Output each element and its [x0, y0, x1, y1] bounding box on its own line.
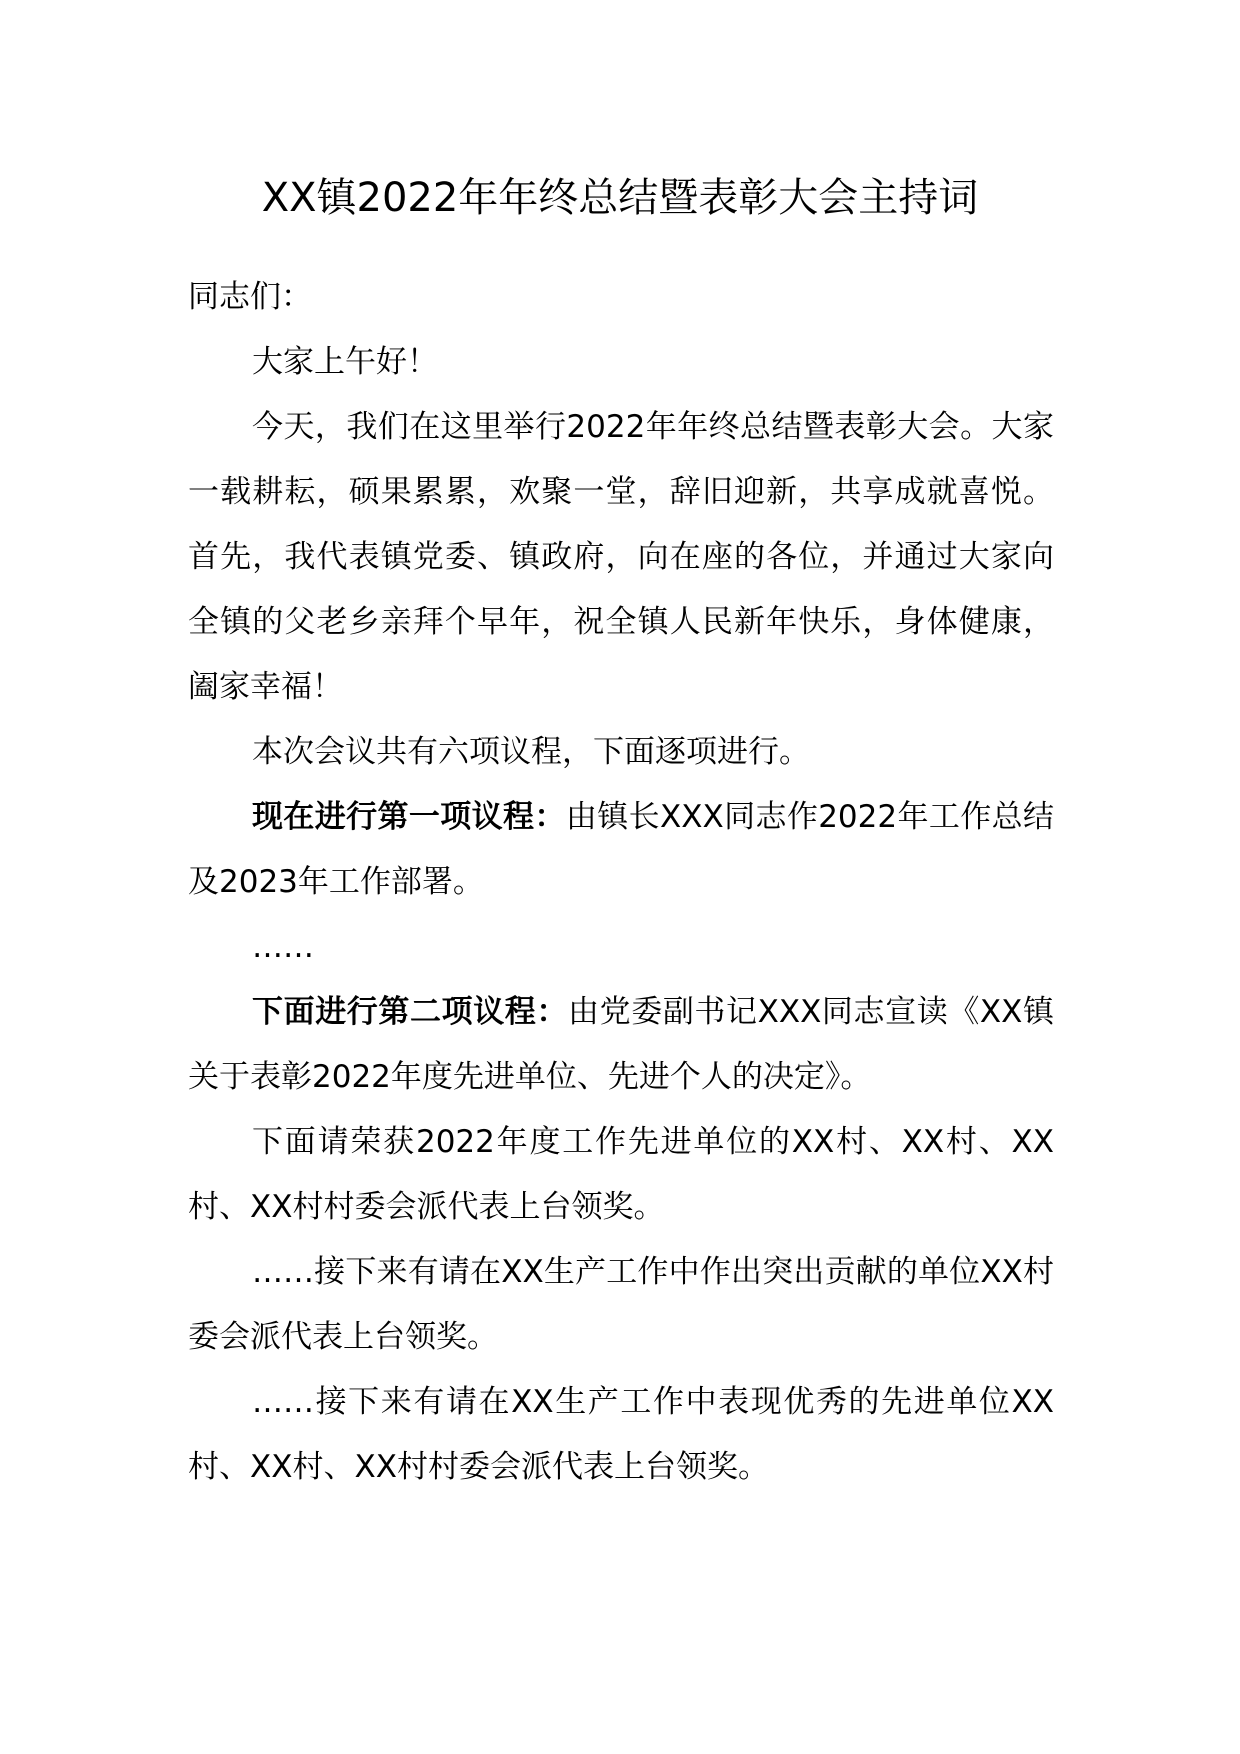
salutation: 同志们： [188, 279, 312, 315]
paragraph-agenda-item-1 [188, 785, 1054, 915]
paragraph-text: 大家上午好！ [252, 344, 438, 380]
paragraph-text: 今天，我们在这里举行2022年年终总结暨表彰大会。大家一载耕耘，硕果累累，欢聚一堂，辞旧迎新，共享成就喜悦。首先，我代表镇党委、镇政府，向在座的各位，并通过大家向全镇的父老乡亲拜个早年，祝全镇人民新年快乐，身体健康，阖家幸福！ [188, 409, 1054, 705]
paragraph-text: 由党委副书记XXX同志宣读《XX镇关于表彰2022年度先进单位、先进个人的决定》。 [188, 994, 1055, 1095]
paragraph-text: …… [252, 929, 314, 965]
agenda-lead: 下面进行第二项议程： [252, 994, 569, 1030]
paragraph-award-2 [188, 1240, 1054, 1370]
paragraph-text: ……接下来有请在XX生产工作中表现优秀的先进单位XX村、XX村、XX村村委会派代表上台领奖。 [188, 1384, 1054, 1485]
paragraph-greeting [188, 330, 1054, 395]
paragraph-opening [188, 395, 1054, 720]
agenda-lead: 现在进行第一项议程： [252, 799, 566, 835]
paragraph-text: 由镇长XXX同志作2022年工作总结及2023年工作部署。 [188, 799, 1055, 900]
paragraph-ellipsis [188, 915, 1054, 980]
document-body [188, 265, 1054, 1500]
paragraph-text: 本次会议共有六项议程，下面逐项进行。 [252, 734, 810, 770]
paragraph-agenda-item-2 [188, 980, 1054, 1110]
paragraph-agenda-intro [188, 720, 1054, 785]
document-title: XX镇2022年年终总结暨表彰大会主持词 [261, 175, 979, 221]
paragraph-text: ……接下来有请在XX生产工作中作出突出贡献的单位XX村委会派代表上台领奖。 [188, 1254, 1054, 1355]
paragraph-award-1 [188, 1110, 1054, 1240]
paragraph-award-3 [188, 1370, 1054, 1500]
paragraph-text: 下面请荣获2022年度工作先进单位的XX村、XX村、XX村、XX村村委会派代表上台领奖。 [188, 1124, 1054, 1225]
